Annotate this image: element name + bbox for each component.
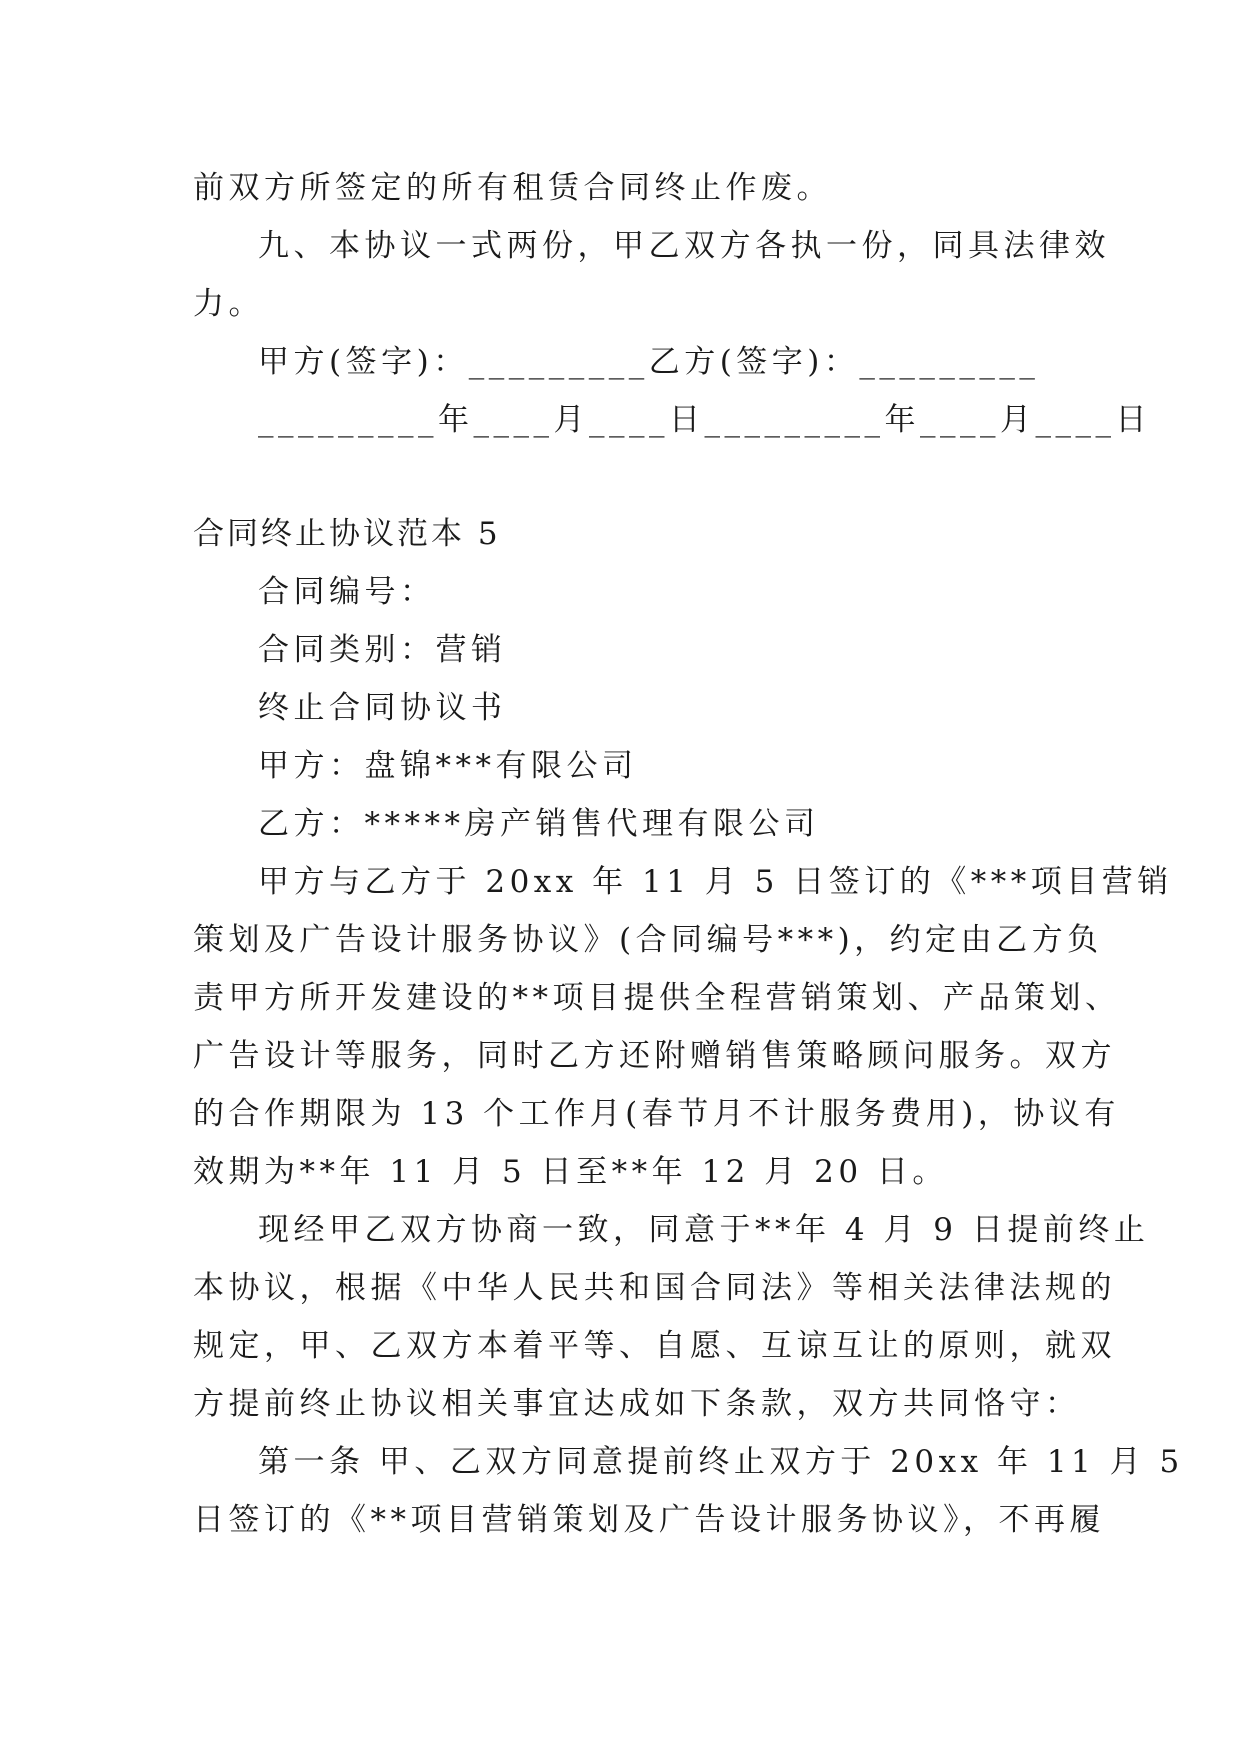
- article-one-line: 第一条 甲、乙双方同意提前终止双方于 20xx 年 11 月 5: [258, 1444, 1184, 1480]
- text-line: 规定，甲、乙双方本着平等、自愿、互谅互让的原则，就双: [193, 1328, 1116, 1364]
- section-title: 合同终止协议范本 5: [193, 516, 501, 552]
- text-line: 策划及广告设计服务协议》(合同编号***)，约定由乙方负: [193, 922, 1103, 958]
- text-line: 现经甲乙双方协商一致，同意于**年 4 月 9 日提前终止: [258, 1212, 1150, 1248]
- text-line: 广告设计等服务，同时乙方还附赠销售策略顾问服务。双方: [193, 1038, 1116, 1074]
- text-line: 甲方与乙方于 20xx 年 11 月 5 日签订的《***项目营销: [258, 864, 1173, 900]
- contract-category-line: 合同类别：营销: [258, 632, 507, 668]
- party-b-line: 乙方：*****房产销售代理有限公司: [258, 806, 820, 842]
- text-line: 前双方所签定的所有租赁合同终止作废。: [193, 170, 832, 206]
- text-line: 方提前终止协议相关事宜达成如下条款，双方共同恪守：: [193, 1386, 1081, 1422]
- party-a-line: 甲方：盘锦***有限公司: [258, 748, 638, 784]
- text-line: 效期为**年 11 月 5 日至**年 12 月 20 日。: [193, 1154, 948, 1190]
- text-line: 九、本协议一式两份，甲乙双方各执一份，同具法律效: [258, 228, 1110, 264]
- text-line: 日签订的《**项目营销策划及广告设计服务协议》，不再履: [193, 1502, 1105, 1538]
- text-line: 的合作期限为 13 个工作月(春节月不计服务费用)，协议有: [193, 1096, 1120, 1132]
- contract-number-line: 合同编号：: [258, 574, 436, 610]
- date-line: _________年____月____日_________年____月____日: [258, 402, 1151, 438]
- document-subtitle: 终止合同协议书: [258, 690, 507, 726]
- text-line: 力。: [193, 286, 264, 322]
- signature-line: 甲方(签字)：_________乙方(签字)：_________: [258, 344, 1040, 380]
- text-line: 责甲方所开发建设的**项目提供全程营销策划、产品策划、: [193, 980, 1121, 1016]
- text-line: 本协议，根据《中华人民共和国合同法》等相关法律法规的: [193, 1270, 1116, 1306]
